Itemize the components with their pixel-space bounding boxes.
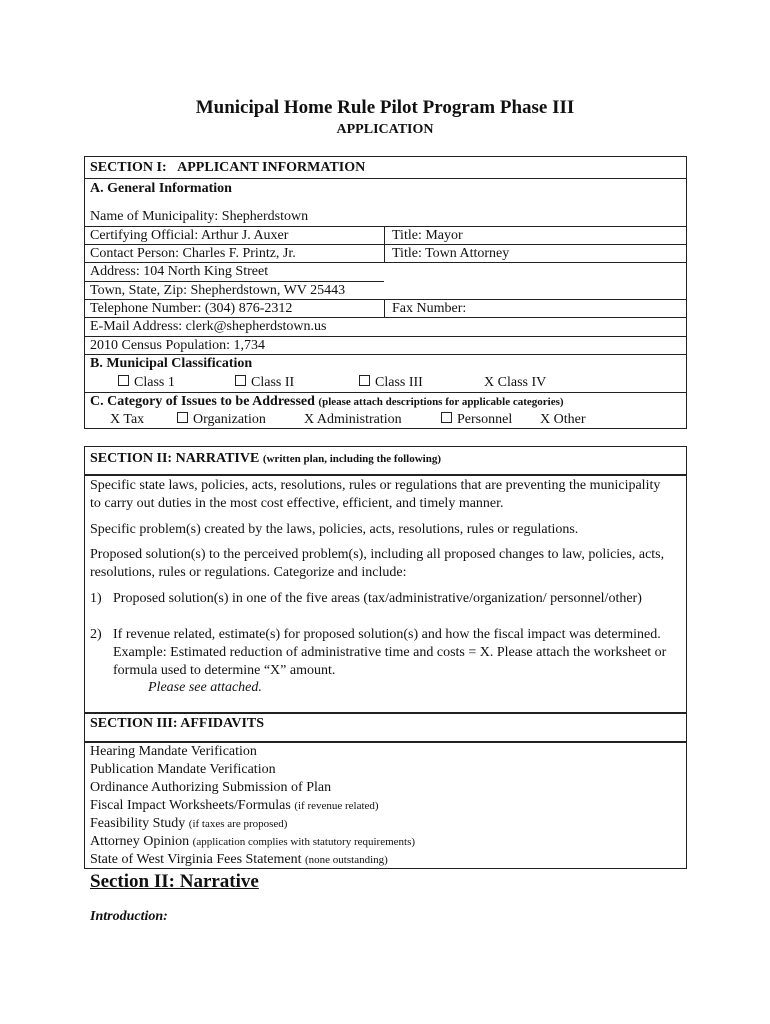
checkbox-icon (177, 412, 188, 423)
x-mark-icon: X (540, 412, 551, 427)
category-personnel-option[interactable]: Personnel (441, 411, 512, 429)
class-2-option[interactable]: Class II (235, 374, 294, 392)
checkbox-icon (441, 412, 452, 423)
contact-title-field: Title: Town Attorney (392, 246, 510, 261)
census-field: 2010 Census Population: 1,734 (90, 338, 266, 353)
category-heading-line: C. Category of Issues to be Addressed (please attach descriptions for applicable categories) (90, 394, 564, 409)
certifying-title-field: Title: Mayor (392, 228, 463, 243)
list-item-2-number: 2) (90, 627, 102, 642)
affidavit-item: Hearing Mandate Verification (90, 744, 257, 759)
section-2-paragraph-1: Specific state laws, policies, acts, resolutions, rules or regulations that are preventing the municipality to carry out duties in the most cost effective, efficient, and timely manner. (90, 478, 661, 511)
checkbox-icon (118, 375, 129, 386)
category-administration-option[interactable]: X Administration (304, 412, 402, 427)
section-2-paragraph-2: Specific problem(s) created by the laws, policies, acts, resolutions, rules or regulations. (90, 522, 579, 537)
affidavit-item: Publication Mandate Verification (90, 762, 276, 777)
affidavit-item: State of West Virginia Fees Statement (none outstanding) (90, 852, 388, 867)
checkbox-icon (359, 375, 370, 386)
list-item-2: If revenue related, estimate(s) for proposed solution(s) and how the fiscal impact was determined. Example: Estimated reduction of administrative time and costs = X. Please attach the worksheet or formula used to determine “X” amount. (113, 627, 667, 678)
list-item-1: Proposed solution(s) in one of the five areas (tax/administrative/organization/ personnel/other) (113, 591, 642, 606)
category-other-option[interactable]: X Other (540, 412, 586, 427)
x-mark-icon: X (304, 412, 315, 427)
checkbox-icon (235, 375, 246, 386)
email-field: E-Mail Address: clerk@shepherdstown.us (90, 319, 327, 334)
class-4-option[interactable]: X Class IV (484, 375, 547, 390)
town-state-zip-field: Town, State, Zip: Shepherdstown, WV 25443 (90, 283, 346, 298)
municipality-field: Name of Municipality: Shepherdstown (90, 209, 309, 224)
section-3-heading: SECTION III: AFFIDAVITS (90, 716, 265, 731)
address-field: Address: 104 North King Street (90, 264, 269, 279)
document-title: Municipal Home Rule Pilot Program Phase III (195, 97, 575, 118)
class-3-option[interactable]: Class III (359, 374, 423, 392)
contact-person-field: Contact Person: Charles F. Printz, Jr. (90, 246, 296, 261)
x-mark-icon: X (484, 375, 495, 390)
fax-field: Fax Number: (392, 301, 467, 316)
section-2-heading: SECTION II: NARRATIVE (written plan, including the following) (90, 451, 441, 466)
list-item-1-number: 1) (90, 591, 102, 606)
section-2-paragraph-3: Proposed solution(s) to the perceived problem(s), including all proposed changes to law, policies, acts, resolutions, rules or regulations. Categorize and include: (90, 547, 665, 580)
introduction-label: Introduction: (90, 909, 168, 924)
attached-note: Please see attached. (148, 680, 262, 695)
general-info-heading: A. General Information (90, 181, 232, 196)
section-1-heading: SECTION I: APPLICANT INFORMATION (90, 160, 366, 175)
document-subtitle: APPLICATION (336, 122, 434, 137)
x-mark-icon: X (110, 412, 121, 427)
narrative-heading: Section II: Narrative (90, 871, 259, 892)
category-organization-option[interactable]: Organization (177, 411, 266, 429)
telephone-field: Telephone Number: (304) 876-2312 (90, 301, 293, 316)
certifying-official-field: Certifying Official: Arthur J. Auxer (90, 228, 289, 243)
affidavit-item: Fiscal Impact Worksheets/Formulas (if revenue related) (90, 798, 379, 813)
category-tax-option[interactable]: X Tax (110, 412, 145, 427)
classification-heading: B. Municipal Classification (90, 356, 253, 371)
affidavit-item: Ordinance Authorizing Submission of Plan (90, 780, 332, 795)
class-1-option[interactable]: Class 1 (118, 374, 175, 392)
affidavit-item: Attorney Opinion (application complies with statutory requirements) (90, 834, 416, 849)
affidavit-item: Feasibility Study (if taxes are proposed) (90, 816, 288, 831)
